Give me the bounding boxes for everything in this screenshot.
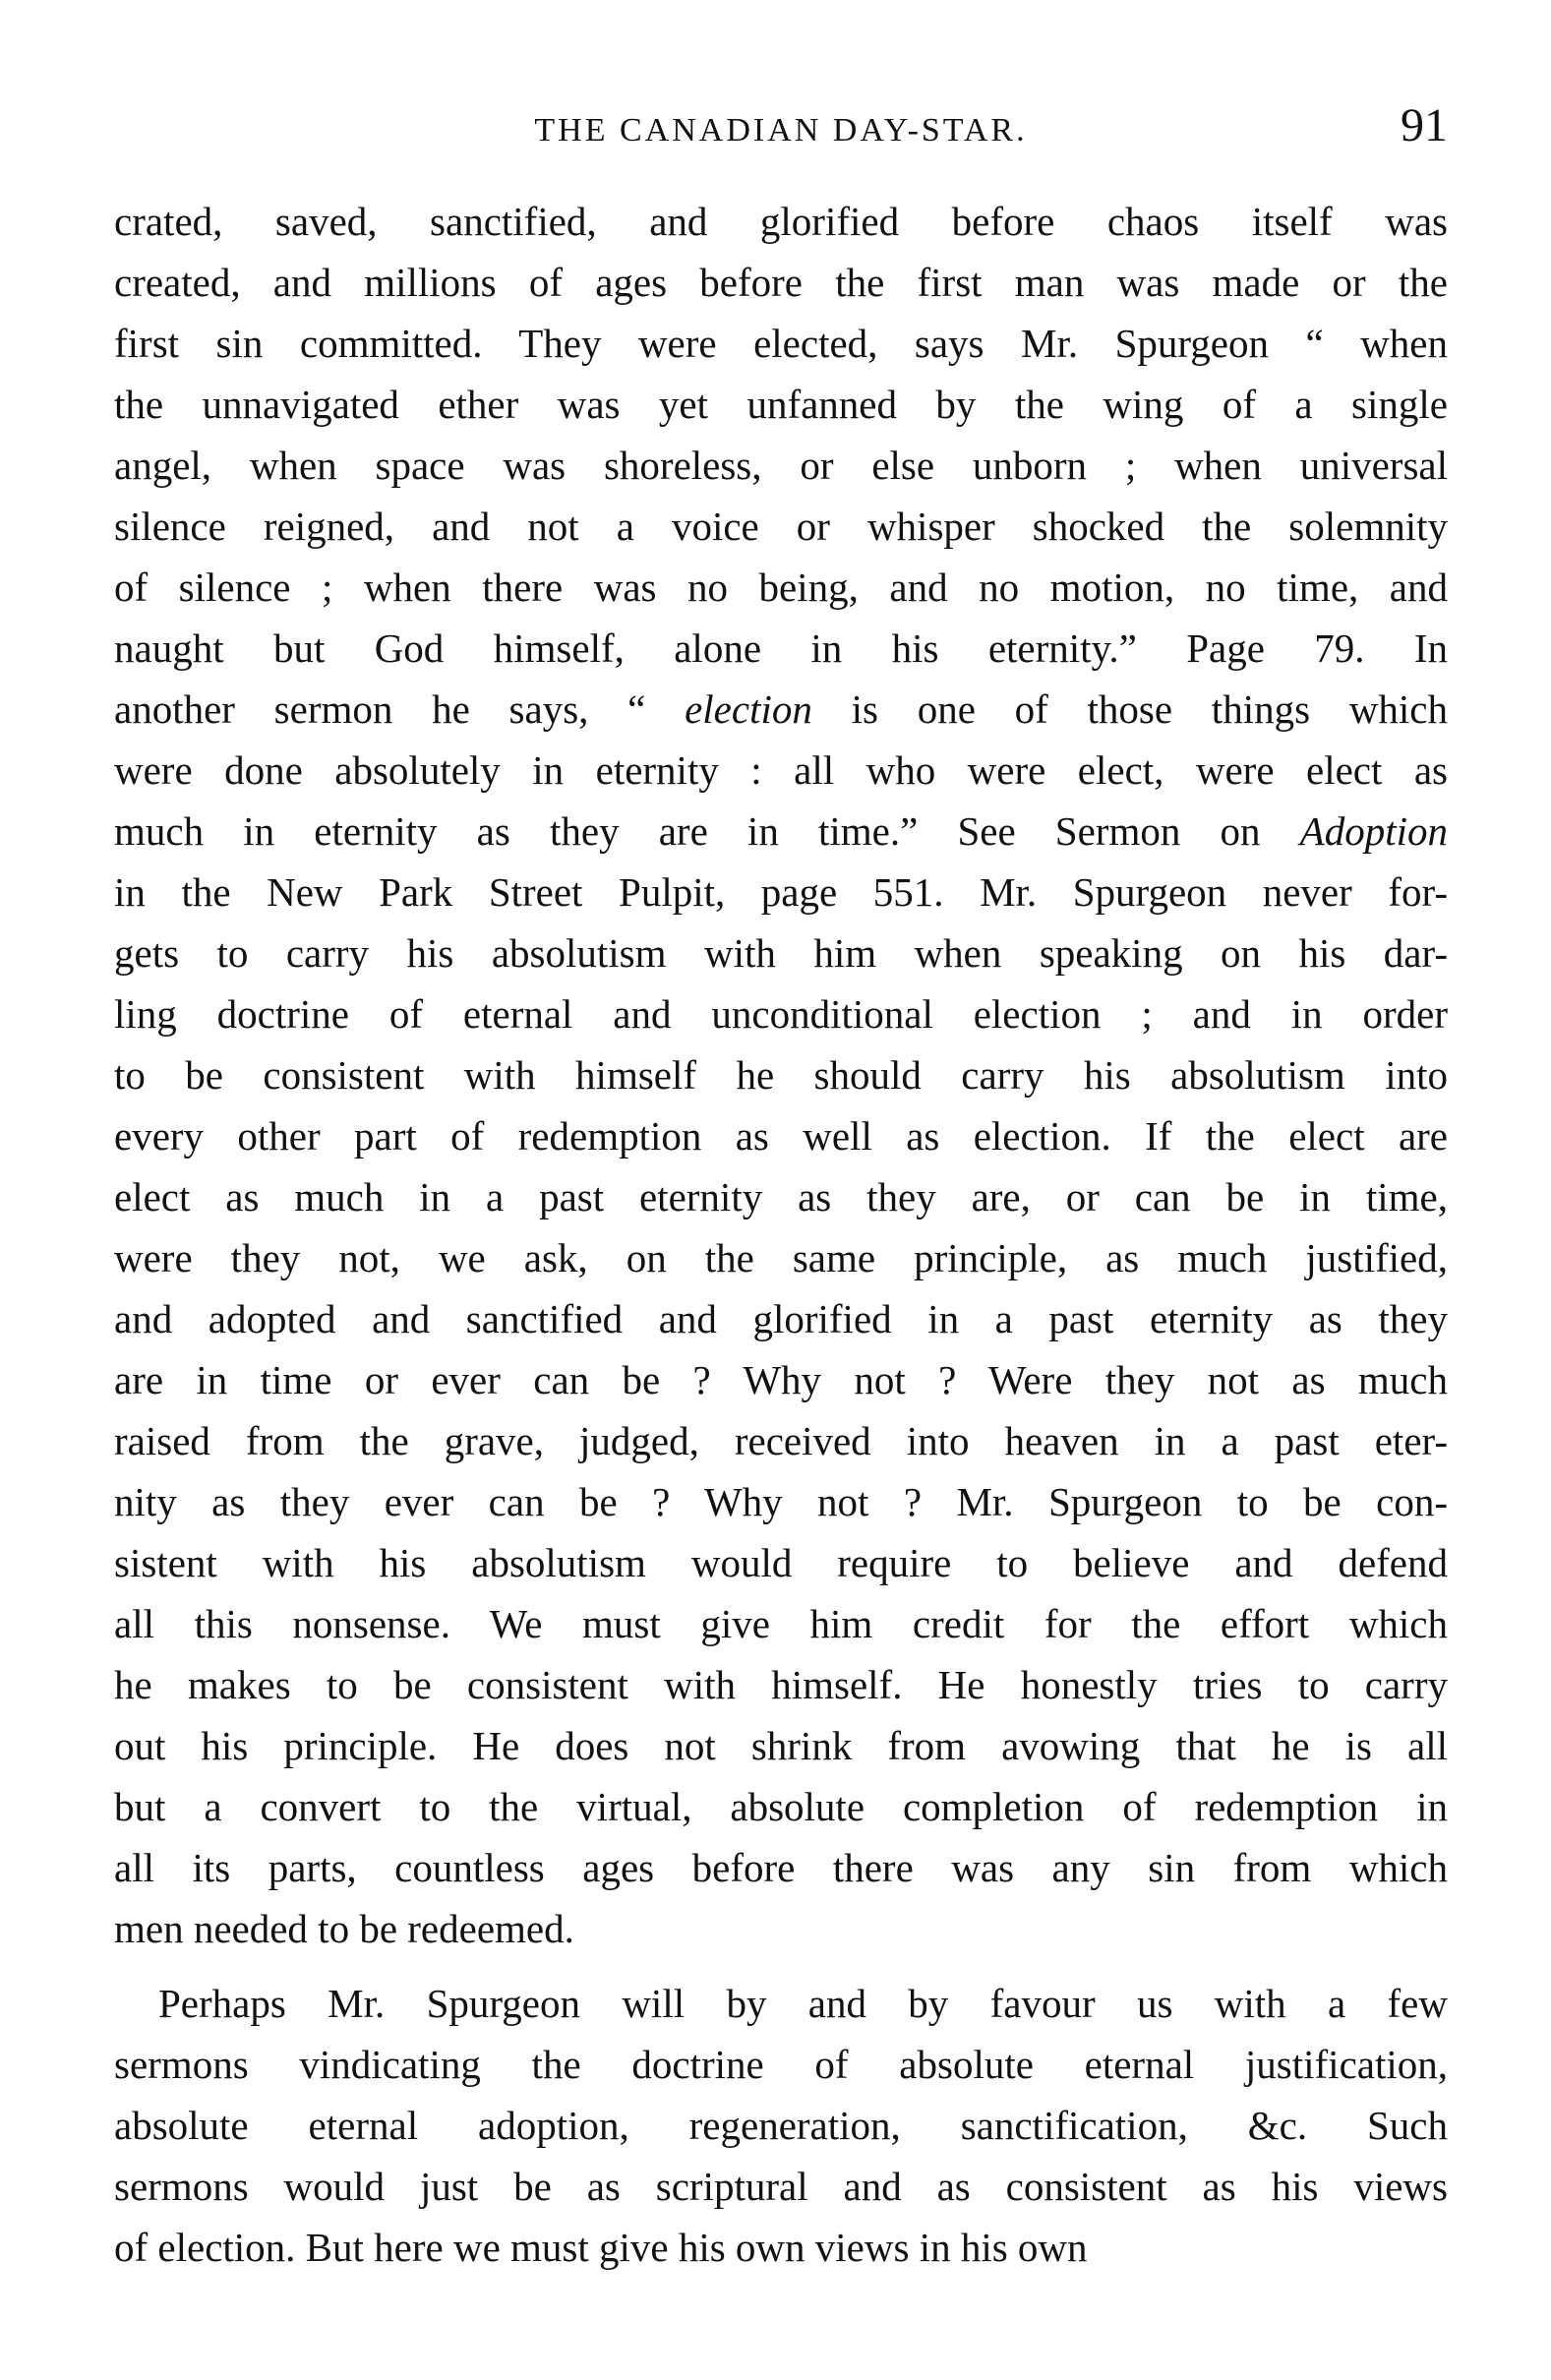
text-segment: gets to carry his absolutism with him when speaking on his dar- [114,930,1448,976]
text-line [114,2156,1448,2217]
text-line [114,2034,1448,2095]
text-segment: of election. But here we must give his own views in his own [114,2225,1088,2270]
text-segment: absolute eternal adoption, regeneration, sanctification, &c. Such [114,2103,1448,2148]
text-segment: nity as they ever can be ? Why not ? Mr. Spurgeon to be con- [114,1479,1448,1524]
text-segment: he makes to be consistent with himself. He honestly tries to carry [114,1662,1448,1707]
text-line [114,922,1448,983]
text-segment: all this nonsense. We must give him credit for the effort which [114,1601,1448,1646]
text-segment: elect as much in a past eternity as they are, or can be in time, [114,1174,1448,1220]
text-line [114,1227,1448,1288]
italic-term: Adoption [1299,808,1448,854]
text-line [114,1166,1448,1227]
running-head [114,98,1448,157]
text-segment: out his principle. He does not shrink from avowing that he is all [114,1723,1448,1768]
text-line [114,1288,1448,1349]
text-line [114,191,1448,252]
text-line [114,1898,1448,1959]
text-line [114,1410,1448,1471]
body-text [114,191,1448,2278]
text-segment: ling doctrine of eternal and unconditional election ; and in order [114,991,1448,1037]
text-segment: angel, when space was shoreless, or else unborn ; when universal [114,443,1448,488]
text-line [114,435,1448,496]
text-segment: sistent with his absolutism would require to believe and defend [114,1540,1448,1585]
text-segment: in the New Park Street Pulpit, page 551. Mr. Spurgeon never for- [114,869,1448,915]
text-segment: created, and millions of ages before the first man was made or the [114,260,1448,305]
text-line [114,557,1448,618]
text-segment: every other part of redemption as well as election. If the elect are [114,1113,1448,1159]
text-segment: were done absolutely in eternity : all who were elect, were elect as [114,747,1448,793]
text-segment: all its parts, countless ages before there was any sin from which [114,1845,1448,1890]
text-line [114,1471,1448,1532]
text-line [114,1044,1448,1105]
text-segment: silence reigned, and not a voice or whisper shocked the solemnity [114,504,1448,549]
text-line [114,1715,1448,1776]
text-line [114,801,1448,862]
text-line [114,679,1448,740]
text-segment: first sin committed. They were elected, says Mr. Spurgeon “ when [114,321,1448,366]
text-line [114,1776,1448,1837]
text-line [114,740,1448,801]
text-segment: crated, saved, sanctified, and glorified before chaos itself was [114,199,1448,244]
text-line [114,1532,1448,1593]
text-segment: but a convert to the virtual, absolute completion of redemption in [114,1784,1448,1829]
text-line [114,1973,1448,2034]
text-line [114,1654,1448,1715]
running-title: THE CANADIAN DAY-STAR. [534,112,1028,149]
text-segment: and adopted and sanctified and glorified in a past eternity as they [114,1296,1448,1341]
text-segment: is one of those things which [811,686,1448,732]
text-segment: sermons vindicating the doctrine of absolute eternal justification, [114,2042,1448,2087]
text-segment: men needed to be redeemed. [114,1906,574,1951]
text-segment: raised from the grave, judged, received into heaven in a past eter- [114,1418,1448,1463]
text-line [114,618,1448,679]
text-line [114,862,1448,922]
text-line [114,374,1448,435]
text-line [114,313,1448,374]
text-line [114,1349,1448,1410]
text-line [114,1593,1448,1654]
text-line [114,2095,1448,2156]
text-segment: another sermon he says, “ [114,686,686,732]
text-line [114,1105,1448,1166]
text-line [114,1837,1448,1898]
text-line [114,2217,1448,2278]
text-segment: are in time or ever can be ? Why not ? Were they not as much [114,1357,1448,1402]
text-line [114,496,1448,557]
text-segment: naught but God himself, alone in his eternity.” Page 79. In [114,625,1448,671]
text-segment: to be consistent with himself he should carry his absolutism into [114,1052,1448,1098]
text-segment: the unnavigated ether was yet unfanned by the wing of a single [114,382,1448,427]
text-line [114,983,1448,1044]
page-number: 91 [1401,99,1448,151]
text-line [114,252,1448,313]
italic-term: election [685,686,812,732]
text-segment: of silence ; when there was no being, and no motion, no time, and [114,565,1448,610]
text-segment: were they not, we ask, on the same principle, as much justified, [114,1235,1448,1280]
text-segment: much in eternity as they are in time.” See Sermon on [114,808,1300,854]
text-segment: Perhaps Mr. Spurgeon will by and by favour us with a few [158,1981,1448,2026]
text-segment: sermons would just be as scriptural and as consistent as his views [114,2164,1448,2209]
